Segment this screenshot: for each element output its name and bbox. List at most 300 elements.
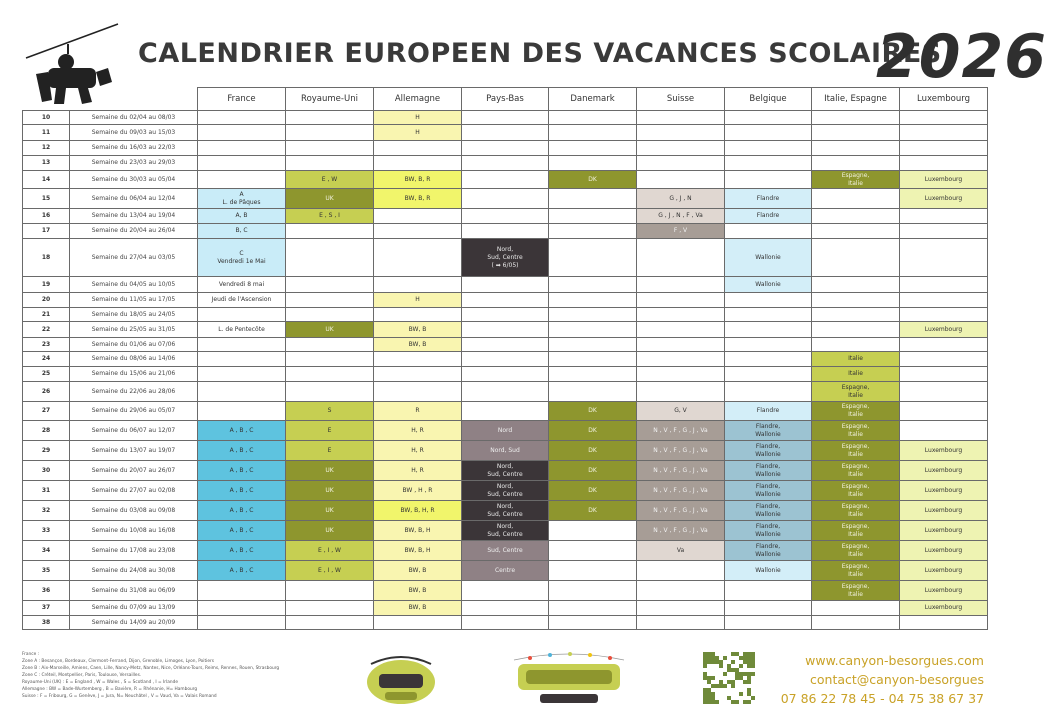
table-row	[23, 441, 988, 461]
holiday-cell: L. de Pentecôte	[198, 322, 286, 338]
holiday-cell: BW, B	[374, 338, 462, 352]
holiday-cell	[549, 601, 637, 616]
holiday-cell: Espagne, Italie	[812, 501, 900, 521]
holiday-cell: N , V , F , G , J , Va	[637, 521, 725, 541]
week-number: 11	[23, 125, 70, 141]
holiday-cell: A , B , C	[198, 421, 286, 441]
holiday-cell	[812, 156, 900, 171]
week-number: 22	[23, 322, 70, 338]
week-number: 17	[23, 224, 70, 239]
table-row	[23, 367, 988, 382]
holiday-cell: Espagne, Italie	[812, 461, 900, 481]
week-number: 35	[23, 561, 70, 581]
table-row	[23, 277, 988, 293]
table-row	[23, 111, 988, 125]
week-number: 15	[23, 189, 70, 209]
holiday-cell	[637, 277, 725, 293]
table-row	[23, 322, 988, 338]
week-number: 21	[23, 308, 70, 322]
holiday-cell	[725, 382, 812, 402]
holiday-cell	[549, 616, 637, 630]
holiday-cell: Jeudi de l'Ascension	[198, 293, 286, 308]
holiday-cell	[286, 224, 374, 239]
holiday-cell	[462, 293, 549, 308]
holiday-cell: UK	[286, 322, 374, 338]
holiday-cell	[462, 322, 549, 338]
week-dates: Semaine du 20/04 au 26/04	[70, 224, 198, 239]
holiday-cell	[549, 239, 637, 277]
holiday-cell: Espagne, Italie	[812, 581, 900, 601]
holiday-cell	[812, 141, 900, 156]
holiday-cell: Nord, Sud, Centre ( ➡ 6/05)	[462, 239, 549, 277]
holiday-cell: B, C	[198, 224, 286, 239]
week-number: 14	[23, 171, 70, 189]
contact-block	[781, 651, 984, 708]
holiday-cell: Wallonie	[725, 239, 812, 277]
holiday-cell	[812, 189, 900, 209]
holiday-cell	[900, 224, 988, 239]
holiday-cell	[549, 277, 637, 293]
holiday-cell	[374, 224, 462, 239]
holiday-cell: A , B , C	[198, 481, 286, 501]
holiday-cell: UK	[286, 461, 374, 481]
holiday-cell	[637, 367, 725, 382]
week-dates: Semaine du 31/08 au 06/09	[70, 581, 198, 601]
note-line: Royaume-Uni (UK) : E = England , W = Wales , S = Scotland , I = Irlande	[22, 680, 178, 685]
holiday-cell	[549, 521, 637, 541]
holiday-cell	[198, 402, 286, 421]
holiday-cell: BW, B, H, R	[374, 501, 462, 521]
guinguette-logo	[510, 650, 628, 706]
week-number: 32	[23, 501, 70, 521]
holiday-cell: BW, B, H	[374, 521, 462, 541]
holiday-cell	[374, 382, 462, 402]
holiday-cell: Luxembourg	[900, 521, 988, 541]
holiday-cell: E	[286, 421, 374, 441]
week-dates: Semaine du 23/03 au 29/03	[70, 156, 198, 171]
holiday-cell	[549, 293, 637, 308]
holiday-cell	[286, 338, 374, 352]
holiday-cell: Luxembourg	[900, 322, 988, 338]
week-dates: Semaine du 22/06 au 28/06	[70, 382, 198, 402]
holiday-cell	[462, 352, 549, 367]
holiday-cell	[286, 239, 374, 277]
holiday-cell: H, R	[374, 441, 462, 461]
week-number: 38	[23, 616, 70, 630]
holiday-cell	[725, 125, 812, 141]
baz-canyon-logo	[365, 650, 437, 708]
holiday-cell	[725, 601, 812, 616]
holiday-cell	[725, 171, 812, 189]
holiday-cell	[812, 322, 900, 338]
week-dates: Semaine du 13/04 au 19/04	[70, 209, 198, 224]
holiday-cell	[374, 352, 462, 367]
qr-code[interactable]	[703, 652, 755, 704]
holiday-cell: N , V , F , G , J , Va	[637, 441, 725, 461]
holiday-cell	[725, 616, 812, 630]
holiday-cell: E , S , I	[286, 209, 374, 224]
holiday-cell	[198, 352, 286, 367]
holiday-cell: E , I , W	[286, 561, 374, 581]
holiday-cell: Flandre, Wallonie	[725, 461, 812, 481]
holiday-cell: BW, B, R	[374, 171, 462, 189]
holiday-cell	[637, 171, 725, 189]
holiday-cell	[900, 421, 988, 441]
holiday-cell	[462, 308, 549, 322]
holiday-cell: F , V	[637, 224, 725, 239]
holiday-cell: Italie	[812, 367, 900, 382]
week-dates: Semaine du 01/06 au 07/06	[70, 338, 198, 352]
holiday-cell: Luxembourg	[900, 601, 988, 616]
table-row	[23, 308, 988, 322]
note-line: Suisse : F = Fribourg, G = Genève, J = Jura, N= Neuchâtel , V = Vaud, Va = Valais Romand	[22, 694, 217, 699]
holiday-cell: A, B	[198, 209, 286, 224]
holiday-cell	[198, 156, 286, 171]
column-header: Pays-Bas	[462, 88, 549, 111]
holiday-cell: Luxembourg	[900, 481, 988, 501]
holiday-cell: Luxembourg	[900, 461, 988, 481]
holiday-cell	[637, 293, 725, 308]
holiday-cell	[462, 209, 549, 224]
holiday-cell: Luxembourg	[900, 441, 988, 461]
week-dates: Semaine du 30/03 au 05/04	[70, 171, 198, 189]
holiday-cell	[549, 125, 637, 141]
holiday-cell	[637, 111, 725, 125]
table-row	[23, 352, 988, 367]
week-dates: Semaine du 29/06 au 05/07	[70, 402, 198, 421]
holiday-cell	[462, 156, 549, 171]
holiday-cell	[812, 209, 900, 224]
holiday-cell	[900, 293, 988, 308]
holiday-cell	[549, 352, 637, 367]
week-number: 29	[23, 441, 70, 461]
week-number: 33	[23, 521, 70, 541]
holiday-cell: Espagne, Italie	[812, 441, 900, 461]
holiday-cell: BW, B	[374, 322, 462, 338]
holiday-cell	[637, 352, 725, 367]
holiday-cell: A , B , C	[198, 561, 286, 581]
holiday-cell: Flandre, Wallonie	[725, 541, 812, 561]
week-dates: Semaine du 10/08 au 16/08	[70, 521, 198, 541]
holiday-cell: A , B , C	[198, 501, 286, 521]
week-dates: Semaine du 17/08 au 23/08	[70, 541, 198, 561]
holiday-cell: S	[286, 402, 374, 421]
week-number: 30	[23, 461, 70, 481]
holiday-cell	[725, 224, 812, 239]
holiday-cell	[725, 581, 812, 601]
holiday-cell	[549, 338, 637, 352]
table-row	[23, 382, 988, 402]
holiday-cell: BW, B, R	[374, 189, 462, 209]
holiday-cell: DK	[549, 421, 637, 441]
week-number: 25	[23, 367, 70, 382]
holiday-cell: Espagne, Italie	[812, 382, 900, 402]
holiday-cell	[462, 125, 549, 141]
holiday-cell	[549, 209, 637, 224]
holiday-cell: DK	[549, 402, 637, 421]
holiday-cell	[900, 277, 988, 293]
holiday-cell	[198, 171, 286, 189]
holiday-cell	[900, 239, 988, 277]
week-number: 20	[23, 293, 70, 308]
holiday-cell	[900, 338, 988, 352]
holiday-cell	[900, 616, 988, 630]
holiday-cell	[374, 239, 462, 277]
column-header: France	[198, 88, 286, 111]
holiday-calendar-table	[22, 87, 988, 630]
week-number: 26	[23, 382, 70, 402]
holiday-cell	[462, 616, 549, 630]
holiday-cell	[725, 308, 812, 322]
holiday-cell: UK	[286, 189, 374, 209]
holiday-cell	[637, 125, 725, 141]
holiday-cell: Flandre, Wallonie	[725, 501, 812, 521]
holiday-cell: DK	[549, 501, 637, 521]
holiday-cell	[549, 189, 637, 209]
holiday-cell	[462, 171, 549, 189]
week-number: 18	[23, 239, 70, 277]
week-dates: Semaine du 20/07 au 26/07	[70, 461, 198, 481]
phone-numbers: 07 86 22 78 45 - 04 75 38 67 37	[780, 691, 984, 706]
week-dates: Semaine du 27/07 au 02/08	[70, 481, 198, 501]
holiday-cell	[462, 581, 549, 601]
table-row	[23, 141, 988, 156]
holiday-cell: N , V , F , G , J , Va	[637, 461, 725, 481]
week-number: 10	[23, 111, 70, 125]
week-dates: Semaine du 14/09 au 20/09	[70, 616, 198, 630]
holiday-cell	[900, 156, 988, 171]
holiday-cell: BW, B, H	[374, 541, 462, 561]
holiday-cell: Flandre	[725, 189, 812, 209]
holiday-cell	[637, 581, 725, 601]
week-number: 28	[23, 421, 70, 441]
holiday-cell: UK	[286, 501, 374, 521]
holiday-cell	[198, 382, 286, 402]
week-dates: Semaine du 06/07 au 12/07	[70, 421, 198, 441]
holiday-cell: H	[374, 111, 462, 125]
holiday-cell	[286, 125, 374, 141]
week-number: 19	[23, 277, 70, 293]
holiday-cell	[549, 156, 637, 171]
table-row	[23, 601, 988, 616]
holiday-cell	[900, 141, 988, 156]
holiday-cell: Nord, Sud, Centre	[462, 481, 549, 501]
holiday-cell: DK	[549, 441, 637, 461]
year-label: 2026	[876, 22, 1047, 92]
note-line: Zone C : Créteil, Montpellier, Paris, Toulouse, Versailles.	[22, 673, 142, 678]
table-row	[23, 224, 988, 239]
calendar-body	[23, 111, 988, 630]
table-row	[23, 338, 988, 352]
holiday-cell	[198, 367, 286, 382]
week-dates: Semaine du 16/03 au 22/03	[70, 141, 198, 156]
note-line: Zone A : Besançon, Bordeaux, Clermont-Ferrand, Dijon, Grenoble, Limoges, Lyon, Poitiers	[22, 659, 215, 664]
holiday-cell	[900, 367, 988, 382]
holiday-cell: Sud, Centre	[462, 541, 549, 561]
holiday-cell	[549, 382, 637, 402]
holiday-cell: E , I , W	[286, 541, 374, 561]
holiday-cell	[374, 616, 462, 630]
holiday-cell	[637, 601, 725, 616]
holiday-cell	[198, 616, 286, 630]
holiday-cell	[374, 141, 462, 156]
week-number: 13	[23, 156, 70, 171]
holiday-cell	[637, 338, 725, 352]
holiday-cell: Vendredi 8 mai	[198, 277, 286, 293]
holiday-cell	[286, 111, 374, 125]
week-dates: Semaine du 04/05 au 10/05	[70, 277, 198, 293]
holiday-cell	[549, 541, 637, 561]
table-row	[23, 209, 988, 224]
holiday-cell: A , B , C	[198, 441, 286, 461]
week-dates: Semaine du 13/07 au 19/07	[70, 441, 198, 461]
holiday-cell: A L. de Pâques	[198, 189, 286, 209]
week-number: 16	[23, 209, 70, 224]
holiday-cell: A , B , C	[198, 461, 286, 481]
holiday-cell: H	[374, 293, 462, 308]
holiday-cell	[637, 156, 725, 171]
holiday-cell	[286, 601, 374, 616]
holiday-cell: H, R	[374, 461, 462, 481]
table-row	[23, 501, 988, 521]
week-dates: Semaine du 08/06 au 14/06	[70, 352, 198, 367]
holiday-cell: DK	[549, 481, 637, 501]
holiday-cell	[725, 352, 812, 367]
holiday-cell: Nord, Sud	[462, 441, 549, 461]
holiday-cell: Flandre, Wallonie	[725, 421, 812, 441]
holiday-cell: DK	[549, 171, 637, 189]
holiday-cell: Luxembourg	[900, 581, 988, 601]
page-title: CALENDRIER EUROPEEN DES VACANCES SCOLAIRES	[138, 38, 942, 69]
holiday-cell	[812, 277, 900, 293]
holiday-cell	[462, 224, 549, 239]
holiday-cell	[812, 224, 900, 239]
holiday-cell: BW , H , R	[374, 481, 462, 501]
holiday-cell	[725, 338, 812, 352]
holiday-cell: Wallonie	[725, 277, 812, 293]
blank-header	[70, 88, 198, 111]
holiday-cell: Espagne, Italie	[812, 421, 900, 441]
holiday-cell: Nord, Sud, Centre	[462, 521, 549, 541]
holiday-cell	[374, 209, 462, 224]
holiday-cell	[462, 601, 549, 616]
week-number: 37	[23, 601, 70, 616]
holiday-cell	[900, 402, 988, 421]
holiday-cell	[198, 338, 286, 352]
holiday-cell	[198, 308, 286, 322]
holiday-cell	[462, 189, 549, 209]
table-row	[23, 541, 988, 561]
holiday-cell	[549, 111, 637, 125]
holiday-cell	[462, 382, 549, 402]
week-dates: Semaine du 11/05 au 17/05	[70, 293, 198, 308]
holiday-cell	[286, 293, 374, 308]
week-dates: Semaine du 25/05 au 31/05	[70, 322, 198, 338]
holiday-cell	[286, 367, 374, 382]
holiday-cell: Nord, Sud, Centre	[462, 501, 549, 521]
holiday-cell: G , J , N	[637, 189, 725, 209]
column-header: Danemark	[549, 88, 637, 111]
holiday-cell	[900, 308, 988, 322]
holiday-cell	[637, 239, 725, 277]
week-dates: Semaine du 06/04 au 12/04	[70, 189, 198, 209]
holiday-cell	[637, 561, 725, 581]
week-number: 31	[23, 481, 70, 501]
holiday-cell: G, V	[637, 402, 725, 421]
holiday-cell	[549, 141, 637, 156]
note-line: Allemagne : BW = Bade-Wurtemberg , B = Bavière, R = Rhénanie, H= Hambourg	[22, 687, 198, 692]
holiday-cell	[812, 239, 900, 277]
holiday-cell	[198, 125, 286, 141]
holiday-cell: DK	[549, 461, 637, 481]
holiday-cell: E	[286, 441, 374, 461]
holiday-cell: R	[374, 402, 462, 421]
holiday-cell: Espagne, Italie	[812, 561, 900, 581]
week-number: 23	[23, 338, 70, 352]
holiday-cell: E , W	[286, 171, 374, 189]
table-row	[23, 616, 988, 630]
holiday-cell	[725, 141, 812, 156]
holiday-cell	[549, 367, 637, 382]
column-header: Royaume-Uni	[286, 88, 374, 111]
table-row	[23, 239, 988, 277]
holiday-cell: Espagne, Italie	[812, 481, 900, 501]
holiday-cell: UK	[286, 521, 374, 541]
holiday-cell	[900, 352, 988, 367]
holiday-cell	[549, 224, 637, 239]
holiday-cell	[198, 601, 286, 616]
week-number: 34	[23, 541, 70, 561]
holiday-cell	[462, 141, 549, 156]
holiday-cell	[900, 125, 988, 141]
holiday-cell: H	[374, 125, 462, 141]
table-row	[23, 125, 988, 141]
column-header: Allemagne	[374, 88, 462, 111]
holiday-cell	[286, 382, 374, 402]
holiday-cell	[198, 141, 286, 156]
week-number: 24	[23, 352, 70, 367]
week-dates: Semaine du 09/03 au 15/03	[70, 125, 198, 141]
holiday-cell: Centre	[462, 561, 549, 581]
holiday-cell	[812, 616, 900, 630]
note-line: France :	[22, 652, 40, 657]
holiday-cell: Luxembourg	[900, 501, 988, 521]
week-dates: Semaine du 03/08 au 09/08	[70, 501, 198, 521]
holiday-cell: G , J , N , F , Va	[637, 209, 725, 224]
holiday-cell	[462, 338, 549, 352]
holiday-cell	[286, 581, 374, 601]
holiday-cell	[637, 322, 725, 338]
holiday-cell: H, R	[374, 421, 462, 441]
holiday-cell	[725, 293, 812, 308]
blank-header	[23, 88, 70, 111]
holiday-cell	[462, 277, 549, 293]
table-row	[23, 581, 988, 601]
holiday-cell: Espagne, Italie	[812, 402, 900, 421]
table-row	[23, 521, 988, 541]
email-link[interactable]: contact@canyon-besorgues	[810, 672, 984, 687]
holiday-cell: Flandre	[725, 209, 812, 224]
table-row	[23, 461, 988, 481]
holiday-cell	[462, 402, 549, 421]
holiday-cell	[198, 111, 286, 125]
table-row	[23, 156, 988, 171]
table-row	[23, 421, 988, 441]
table-row	[23, 189, 988, 209]
website-link[interactable]: www.canyon-besorgues.com	[805, 653, 984, 668]
table-row	[23, 561, 988, 581]
holiday-cell	[462, 111, 549, 125]
